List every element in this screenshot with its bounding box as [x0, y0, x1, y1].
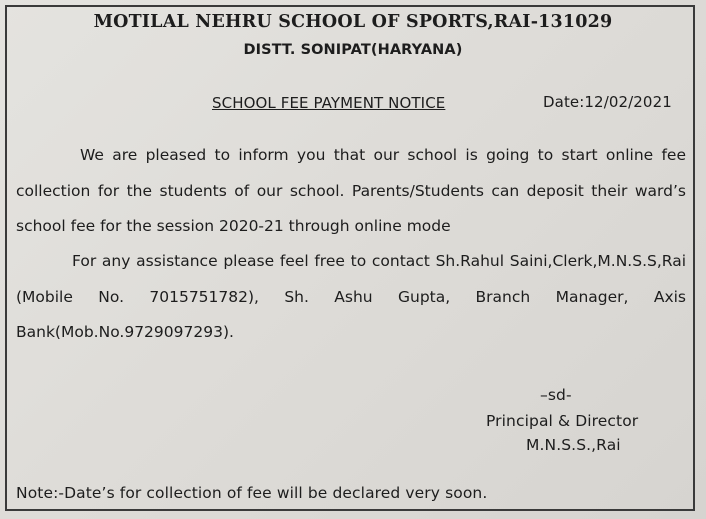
body-paragraph-2: For any assistance please feel free to contact Sh.Rahul Saini,Clerk,M.N.S.S,Rai (Mobile No. 7015751782), Sh. Ashu Gupta, Branch Manager, Axis Bank(Mob.No.9729097293).	[16, 252, 686, 341]
school-name: MOTILAL NEHRU SCHOOL OF SPORTS,RAI-131029	[93, 12, 613, 32]
signatory-institution: M.N.S.S.,Rai	[526, 436, 621, 454]
footer-note: Note:-Date’s for collection of fee will be declared very soon.	[16, 484, 488, 502]
signature-mark: –sd-	[540, 386, 572, 404]
signatory-designation: Principal & Director	[486, 412, 639, 430]
notice-date: Date:12/02/2021	[543, 93, 672, 111]
notice-title: SCHOOL FEE PAYMENT NOTICE	[212, 94, 446, 112]
body-paragraph-1: We are pleased to inform you that our school is going to start online fee collection for the students of our school. Parents/Students can deposit their ward’s school fee for the session 2020-21 through online mode	[16, 146, 686, 235]
district-line: DISTT. SONIPAT(HARYANA)	[243, 42, 463, 58]
